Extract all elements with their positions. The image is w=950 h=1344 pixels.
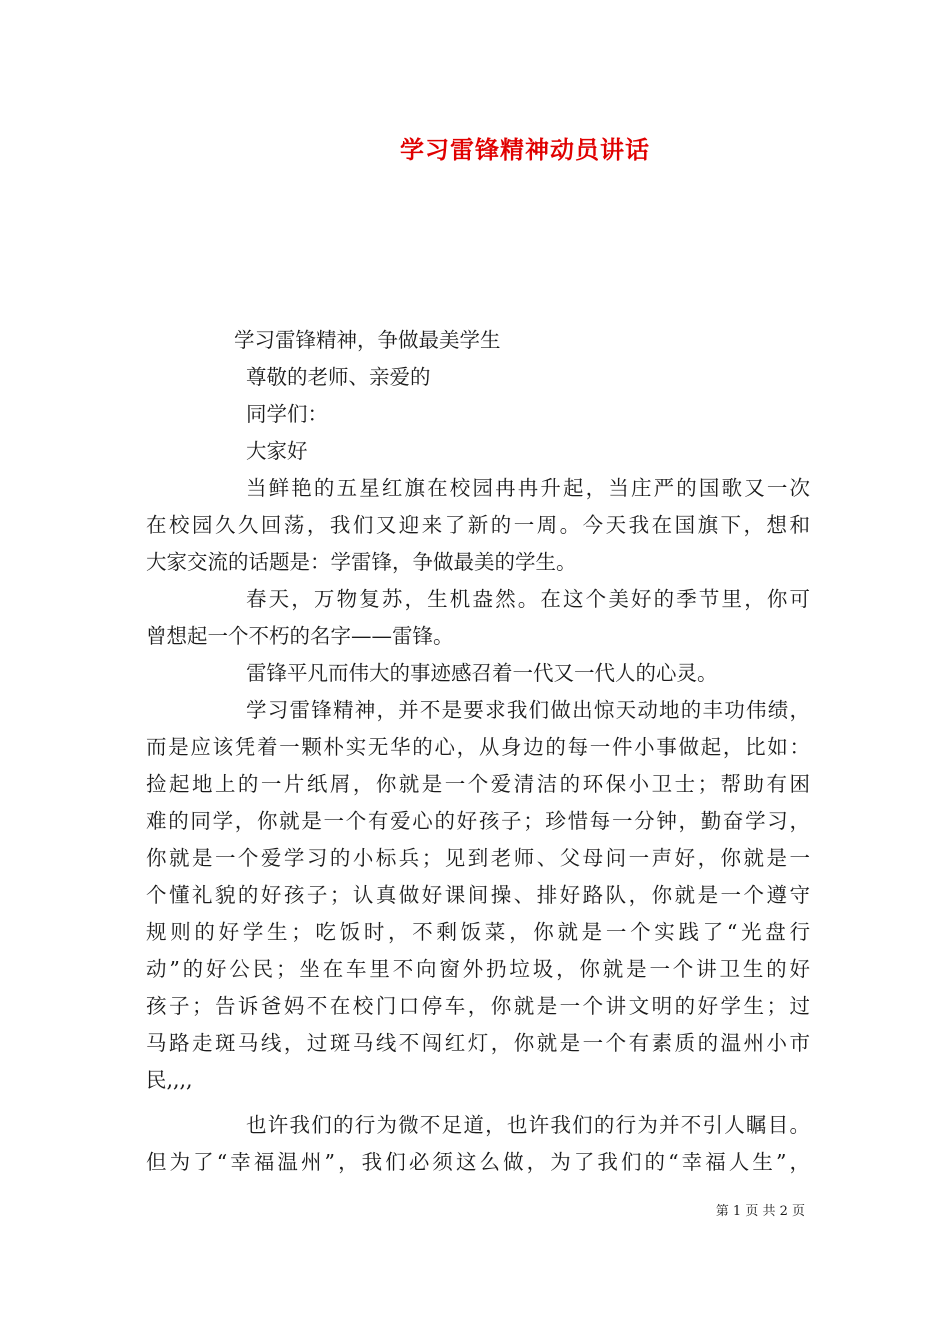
document-title: 学习雷锋精神动员讲话	[400, 135, 650, 164]
paragraph-1	[146, 470, 810, 581]
paragraph-line: 春天，万物复苏，生机盎然。在这个美好的季节里，你可	[246, 587, 810, 611]
paragraph-line: 但为了“幸福温州”，我们必须这么做，为了我们的“幸福人生”，	[146, 1150, 810, 1174]
paragraph-line: 而是应该凭着一颗朴实无华的心，从身边的每一件小事做起，比如：	[146, 735, 810, 759]
paragraph-4	[146, 692, 810, 1099]
speech-subtitle: 学习雷锋精神，争做最美学生	[234, 328, 501, 352]
paragraph-line: 孩子；告诉爸妈不在校门口停车，你就是一个讲文明的好学生；过	[146, 994, 810, 1018]
salutation-line-1: 尊敬的老师、亲爱的	[246, 365, 431, 389]
page-number: 第 1 页 共 2 页	[715, 1204, 805, 1219]
paragraph-line: 马路走斑马线，过斑马线不闯红灯，你就是一个有素质的温州小市	[146, 1031, 810, 1055]
paragraph-3	[146, 655, 810, 692]
paragraph-line: 难的同学，你就是一个有爱心的好孩子；珍惜每一分钟，勤奋学习，	[146, 809, 810, 833]
paragraph-2	[146, 581, 810, 655]
document-body	[146, 322, 810, 1181]
paragraph-line: 捡起地上的一片纸屑，你就是一个爱清洁的环保小卫士；帮助有困	[146, 772, 810, 796]
paragraph-line: 学习雷锋精神，并不是要求我们做出惊天动地的丰功伟绩，	[246, 698, 810, 722]
paragraph-line: 大家交流的话题是：学雷锋，争做最美的学生。	[146, 550, 577, 574]
paragraph-line: 在校园久久回荡，我们又迎来了新的一周。今天我在国旗下，想和	[146, 513, 810, 537]
paragraph-line: 你就是一个爱学习的小标兵；见到老师、父母问一声好，你就是一	[146, 846, 810, 870]
paragraph-line: 规则的好学生；吃饭时，不剩饭菜，你就是一个实践了“光盘行	[146, 920, 810, 944]
paragraph-line: 民,,,,	[146, 1068, 193, 1092]
paragraph-line: 曾想起一个不朽的名字——雷锋。	[146, 624, 454, 648]
paragraph-line: 个懂礼貌的好孩子；认真做好课间操、排好路队，你就是一个遵守	[146, 883, 810, 907]
greeting: 大家好	[246, 439, 308, 463]
salutation-line-2: 同学们：	[246, 402, 328, 426]
paragraph-line: 雷锋平凡而伟大的事迹感召着一代又一代人的心灵。	[246, 661, 718, 685]
paragraph-line: 当鲜艳的五星红旗在校园冉冉升起，当庄严的国歌又一次	[246, 476, 810, 500]
paragraph-line: 也许我们的行为微不足道，也许我们的行为并不引人瞩目。	[246, 1113, 810, 1137]
paragraph-gap	[146, 1099, 810, 1107]
paragraph-5	[146, 1107, 810, 1181]
paragraph-line: 动”的好公民；坐在车里不向窗外扔垃圾，你就是一个讲卫生的好	[146, 957, 810, 981]
